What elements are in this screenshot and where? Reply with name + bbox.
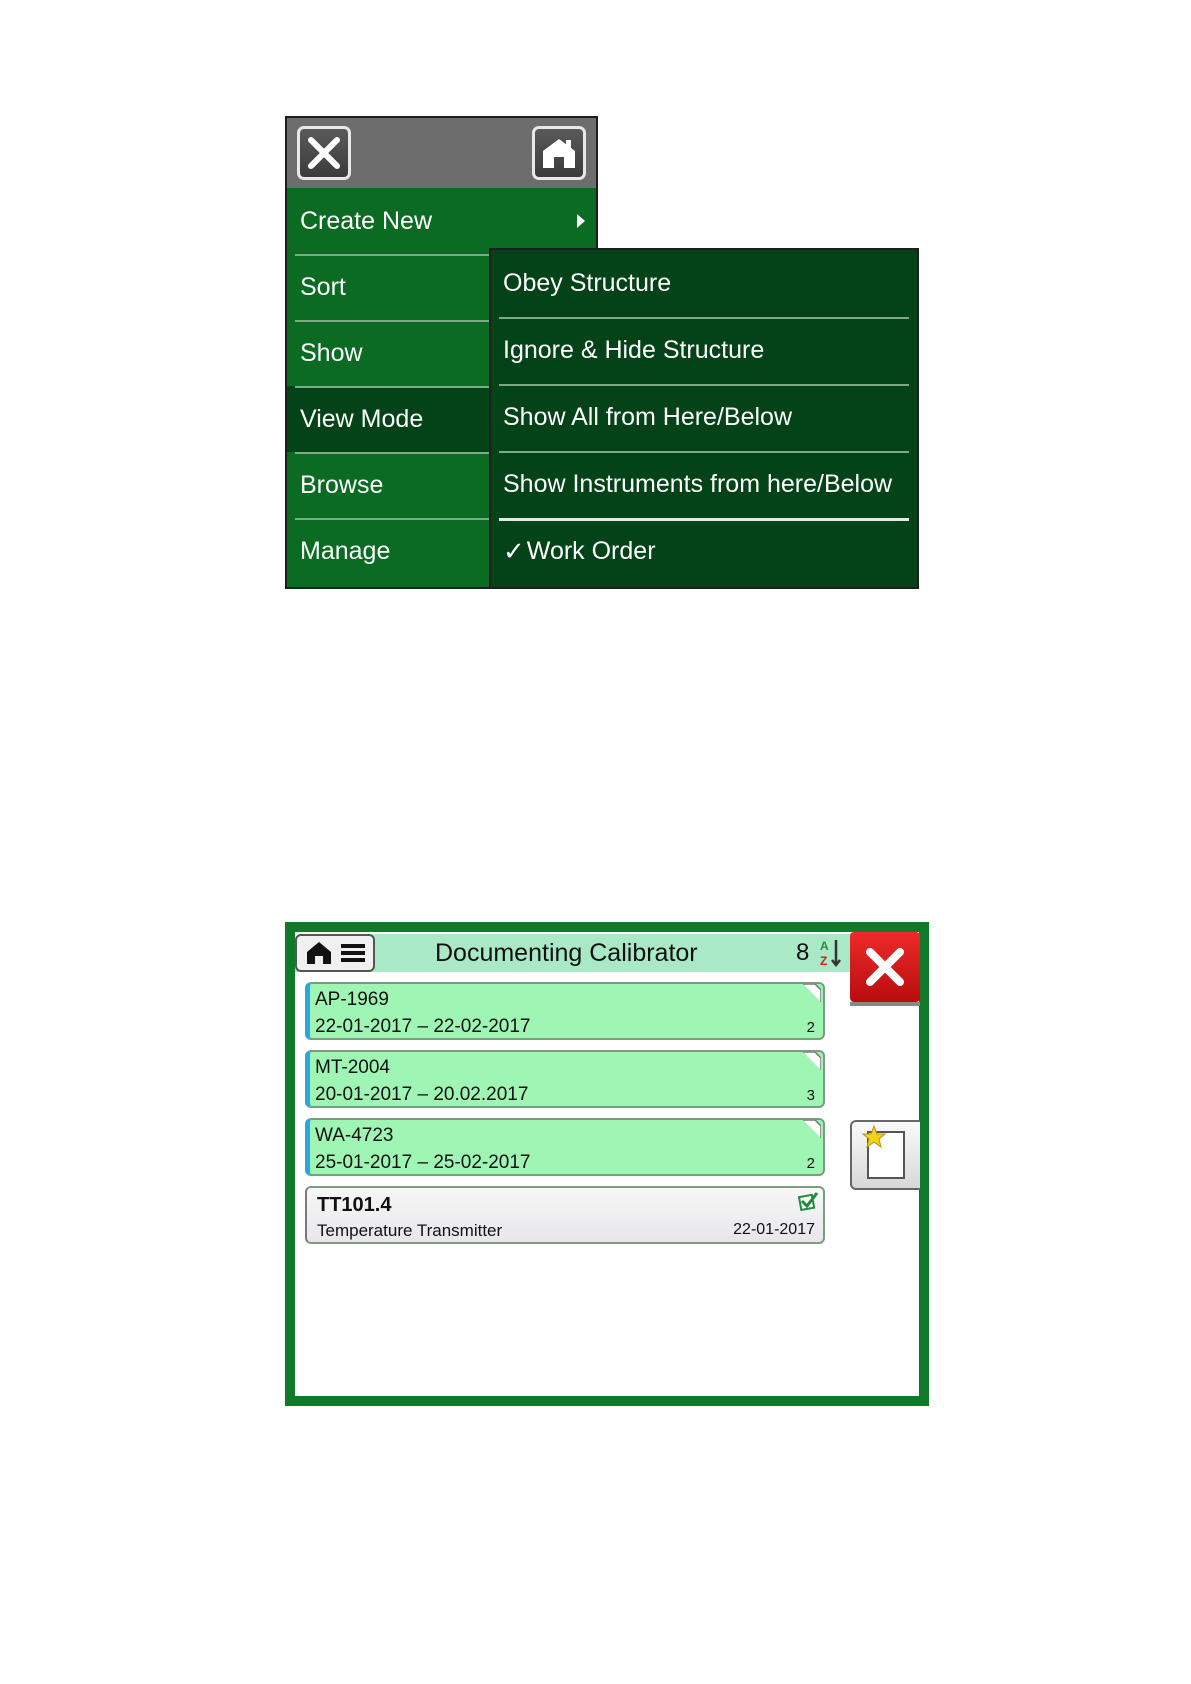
menu-header (287, 118, 596, 188)
menu-item-label: View Mode (300, 404, 424, 433)
submenu-item-ignore-hide-structure[interactable] (491, 317, 917, 384)
instrument-date: 22-01-2017 (733, 1221, 815, 1238)
submenu-item-obey-structure[interactable] (491, 250, 917, 317)
work-order-row[interactable] (305, 1050, 825, 1108)
calibrated-check-icon (797, 1191, 819, 1211)
svg-text:Z: Z (820, 954, 828, 968)
window-title: Documenting Calibrator (435, 939, 698, 967)
instrument-id: TT101.4 (317, 1194, 392, 1216)
instrument-name: Temperature Transmitter (317, 1221, 503, 1240)
close-x-icon (305, 134, 343, 172)
menu-item-label: Create New (300, 206, 432, 235)
hamburger-menu-icon (341, 942, 365, 964)
instrument-count: 2 (806, 1155, 815, 1172)
submenu-arrow-icon (576, 213, 586, 229)
work-order-dates: 25-01-2017 – 25-02-2017 (315, 1152, 531, 1173)
work-order-id: AP-1969 (315, 989, 389, 1010)
menu-item-label: Browse (300, 470, 384, 499)
submenu-item-label: Work Order (526, 537, 656, 565)
close-menu-button[interactable] (297, 126, 351, 180)
close-x-icon (863, 945, 907, 989)
work-order-row[interactable] (305, 1118, 825, 1176)
submenu-item-show-all[interactable] (491, 384, 917, 451)
submenu-item-label: Show Instruments from here/Below (503, 470, 893, 498)
work-order-dates: 22-01-2017 – 22-02-2017 (315, 1016, 531, 1037)
menu-item-create-new[interactable] (287, 188, 596, 254)
instrument-count: 2 (806, 1019, 815, 1036)
page-corner-icon (803, 984, 821, 1002)
submenu-item-label: Show All from Here/Below (503, 403, 793, 431)
view-mode-submenu (489, 248, 919, 589)
page-corner-icon (803, 1120, 821, 1138)
instrument-count: 3 (806, 1087, 815, 1104)
submenu-item-label: Ignore & Hide Structure (503, 336, 765, 364)
menu-item-label: Manage (300, 536, 391, 565)
context-menu (285, 116, 919, 589)
title-bar (295, 934, 851, 972)
item-count: 8 (796, 939, 810, 966)
instrument-row[interactable] (305, 1186, 825, 1244)
page-corner-icon (803, 1052, 821, 1070)
close-window-button[interactable] (850, 932, 920, 1002)
menu-item-label: Show (300, 338, 363, 367)
document-list (305, 982, 825, 1254)
new-document-star-icon (852, 1122, 918, 1188)
document-list-window (285, 922, 929, 1406)
home-icon (540, 135, 578, 171)
home-button[interactable] (532, 126, 586, 180)
submenu-item-show-instruments[interactable] (491, 451, 917, 518)
home-icon (305, 940, 333, 966)
work-order-dates: 20-01-2017 – 20.02.2017 (315, 1084, 529, 1105)
new-work-order-button[interactable] (850, 1120, 920, 1190)
home-menu-button[interactable] (295, 934, 375, 972)
svg-text:A: A (820, 939, 829, 953)
checkmark-icon: ✓ (503, 536, 525, 566)
menu-item-label: Sort (300, 272, 346, 301)
work-order-id: WA-4723 (315, 1125, 394, 1146)
work-order-row[interactable] (305, 982, 825, 1040)
submenu-item-work-order[interactable] (491, 518, 917, 585)
work-order-id: MT-2004 (315, 1057, 390, 1078)
submenu-item-label: Obey Structure (503, 269, 672, 297)
sort-az-icon[interactable] (819, 938, 843, 968)
